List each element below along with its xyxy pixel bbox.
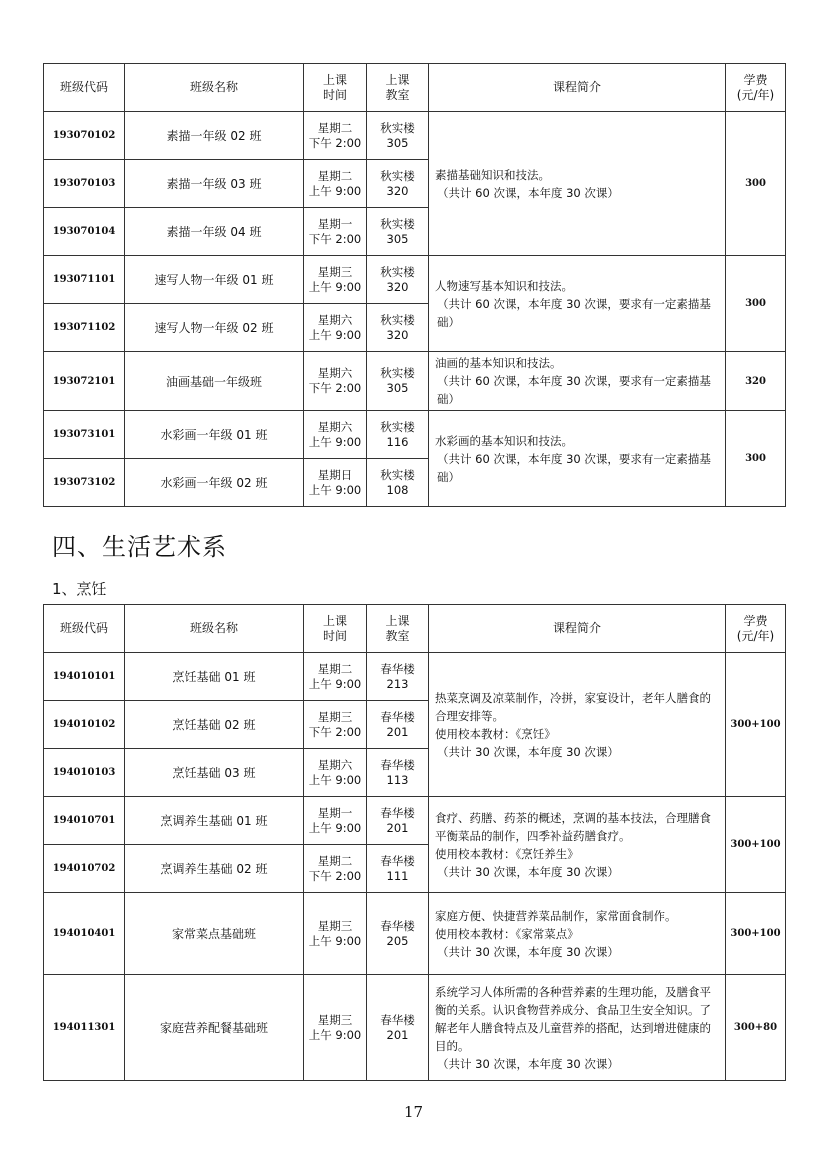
class-room: 秋实楼 305: [367, 208, 429, 256]
class-name: 烹饪基础 03 班: [125, 749, 304, 797]
class-room: 秋实楼 108: [367, 459, 429, 507]
header-code: 班级代码: [44, 605, 125, 653]
class-room: 春华楼 113: [367, 749, 429, 797]
class-time: 星期六 上午 9:00: [304, 749, 367, 797]
class-name: 家常菜点基础班: [125, 893, 304, 975]
table-header-row: [44, 64, 786, 112]
course-description: 素描基础知识和技法。 （共计 60 次课，本年度 30 次课）: [429, 112, 726, 256]
class-room: 春华楼 201: [367, 797, 429, 845]
table-row: [44, 975, 786, 1081]
tuition-fee: 300+100: [726, 653, 786, 797]
class-code: 193071101: [44, 256, 125, 304]
class-name: 速写人物一年级 01 班: [125, 256, 304, 304]
table-row: [44, 893, 786, 975]
class-name: 水彩画一年级 01 班: [125, 411, 304, 459]
class-code: 194010702: [44, 845, 125, 893]
class-name: 烹调养生基础 02 班: [125, 845, 304, 893]
class-name: 烹饪基础 02 班: [125, 701, 304, 749]
course-description: 人物速写基本知识和技法。 （共计 60 次课，本年度 30 次课，要求有一定素描基础）: [429, 256, 726, 352]
class-name: 烹饪基础 01 班: [125, 653, 304, 701]
class-name: 烹调养生基础 01 班: [125, 797, 304, 845]
class-name: 速写人物一年级 02 班: [125, 304, 304, 352]
tuition-fee: 300: [726, 112, 786, 256]
header-room: 上课 教室: [367, 605, 429, 653]
course-description: 热菜烹调及凉菜制作，冷拼，家宴设计，老年人膳食的合理安排等。 使用校本教材：《烹饪》 （共计 30 次课，本年度 30 次课）: [429, 653, 726, 797]
class-time: 星期二 下午 2:00: [304, 845, 367, 893]
table-row: [44, 411, 786, 459]
course-table-art: [43, 63, 786, 507]
class-code: 193070102: [44, 112, 125, 160]
class-room: 春华楼 213: [367, 653, 429, 701]
tuition-fee: 320: [726, 352, 786, 411]
class-room: 秋实楼 305: [367, 112, 429, 160]
tuition-fee: 300: [726, 411, 786, 507]
course-table-cooking: [43, 604, 786, 1081]
tuition-fee: 300+100: [726, 893, 786, 975]
class-code: 194010701: [44, 797, 125, 845]
class-time: 星期二 下午 2:00: [304, 112, 367, 160]
class-room: 秋实楼 305: [367, 352, 429, 411]
section-title: 四、生活艺术系: [52, 533, 227, 561]
class-room: 春华楼 205: [367, 893, 429, 975]
class-name: 家庭营养配餐基础班: [125, 975, 304, 1081]
table-row: [44, 256, 786, 304]
class-name: 素描一年级 02 班: [125, 112, 304, 160]
class-code: 194010401: [44, 893, 125, 975]
table-header-row: [44, 605, 786, 653]
class-time: 星期日 上午 9:00: [304, 459, 367, 507]
class-time: 星期一 下午 2:00: [304, 208, 367, 256]
class-name: 水彩画一年级 02 班: [125, 459, 304, 507]
class-code: 193070103: [44, 160, 125, 208]
header-name: 班级名称: [125, 64, 304, 112]
header-fee: 学费 (元/年): [726, 605, 786, 653]
header-fee: 学费 (元/年): [726, 64, 786, 112]
table-row: [44, 797, 786, 845]
class-code: 194011301: [44, 975, 125, 1081]
class-code: 194010102: [44, 701, 125, 749]
class-time: 星期三 上午 9:00: [304, 893, 367, 975]
tuition-fee: 300: [726, 256, 786, 352]
class-code: 193073101: [44, 411, 125, 459]
course-description: 食疗、药膳、药茶的概述，烹调的基本技法，合理膳食平衡菜品的制作，四季补益药膳食疗。 使用校本教材：《烹饪养生》 （共计 30 次课，本年度 30 次课）: [429, 797, 726, 893]
tuition-fee: 300+80: [726, 975, 786, 1081]
class-room: 秋实楼 320: [367, 160, 429, 208]
tuition-fee: 300+100: [726, 797, 786, 893]
class-room: 秋实楼 116: [367, 411, 429, 459]
class-name: 素描一年级 04 班: [125, 208, 304, 256]
class-code: 193073102: [44, 459, 125, 507]
class-time: 星期三 下午 2:00: [304, 701, 367, 749]
class-code: 193070104: [44, 208, 125, 256]
page-number: 17: [403, 1103, 424, 1121]
class-code: 194010103: [44, 749, 125, 797]
class-room: 秋实楼 320: [367, 304, 429, 352]
class-code: 193071102: [44, 304, 125, 352]
table-row: [44, 112, 786, 160]
table-row: [44, 653, 786, 701]
class-room: 春华楼 201: [367, 701, 429, 749]
course-description: 水彩画的基本知识和技法。 （共计 60 次课，本年度 30 次课，要求有一定素描基础）: [429, 411, 726, 507]
class-room: 春华楼 201: [367, 975, 429, 1081]
header-code: 班级代码: [44, 64, 125, 112]
subsection-title: 1、烹饪: [52, 580, 107, 598]
class-time: 星期六 上午 9:00: [304, 411, 367, 459]
class-time: 星期六 上午 9:00: [304, 304, 367, 352]
class-time: 星期二 上午 9:00: [304, 653, 367, 701]
header-room: 上课 教室: [367, 64, 429, 112]
class-time: 星期三 上午 9:00: [304, 256, 367, 304]
header-time: 上课 时间: [304, 605, 367, 653]
class-name: 素描一年级 03 班: [125, 160, 304, 208]
class-code: 193072101: [44, 352, 125, 411]
class-code: 194010101: [44, 653, 125, 701]
course-description: 家庭方便、快捷营养菜品制作，家常面食制作。 使用校本教材：《家常菜点》 （共计 30 次课，本年度 30 次课）: [429, 893, 726, 975]
class-name: 油画基础一年级班: [125, 352, 304, 411]
class-room: 秋实楼 320: [367, 256, 429, 304]
header-desc: 课程简介: [429, 605, 726, 653]
header-desc: 课程简介: [429, 64, 726, 112]
class-time: 星期二 上午 9:00: [304, 160, 367, 208]
header-name: 班级名称: [125, 605, 304, 653]
class-time: 星期六 下午 2:00: [304, 352, 367, 411]
course-description: 油画的基本知识和技法。 （共计 60 次课，本年度 30 次课，要求有一定素描基础）: [429, 352, 726, 411]
table-row: [44, 352, 786, 411]
header-time: 上课 时间: [304, 64, 367, 112]
class-time: 星期一 上午 9:00: [304, 797, 367, 845]
course-description: 系统学习人体所需的各种营养素的生理功能，及膳食平衡的关系。认识食物营养成分、食品卫生安全知识。了解老年人膳食特点及儿童营养的搭配，达到增进健康的目的。 （共计 30 次课，本年度 30 次课）: [429, 975, 726, 1081]
class-room: 春华楼 111: [367, 845, 429, 893]
class-time: 星期三 上午 9:00: [304, 975, 367, 1081]
